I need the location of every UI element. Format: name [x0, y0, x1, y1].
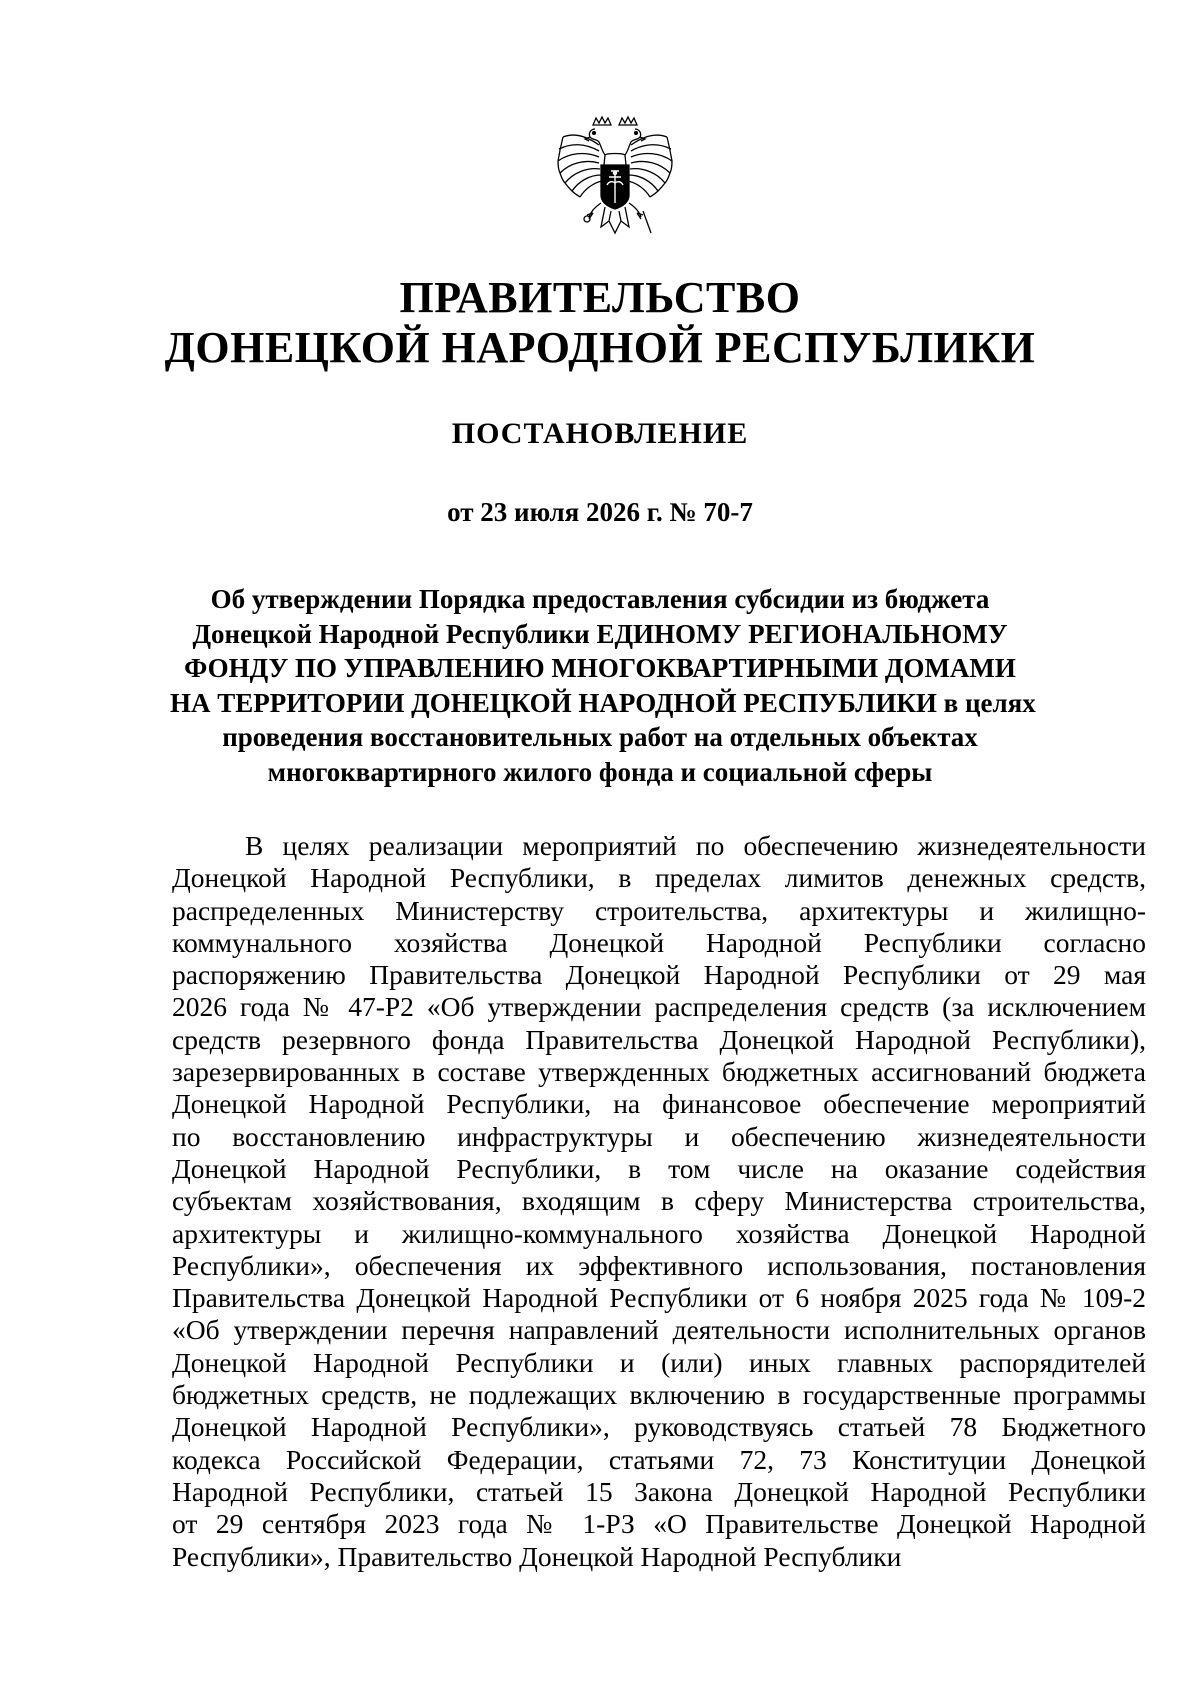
body-line: Народной Республики, статьей 15 Закона Донецкой Народной Республики: [172, 1475, 1146, 1507]
title-line: проведения восстановительных работ на отдельных объектах: [222, 722, 978, 752]
document-title: [170, 582, 1036, 789]
organization-name-line1: ПРАВИТЕЛЬСТВО: [399, 273, 801, 322]
body-line: Донецкой Народной Республики, в пределах лимитов денежных средств,: [172, 862, 1146, 894]
body-line: архитектуры и жилищно-коммунального хозяйства Донецкой Народной: [172, 1217, 1146, 1249]
organization-name-line2: ДОНЕЦКОЙ НАРОДНОЙ РЕСПУБЛИКИ: [164, 323, 1036, 372]
body-line: коммунального хозяйства Донецкой Народной Республики согласно: [172, 926, 1146, 958]
body-line: Республики», Правительство Донецкой Народной Республики: [172, 1540, 902, 1572]
document-date-number: от 23 июля 2026 г. № 70-7: [447, 497, 753, 527]
title-line: Донецкой Народной Республики ЕДИНОМУ РЕГИОНАЛЬНОМУ: [192, 618, 1008, 649]
title-line: Об утверждении Порядка предоставления субсидии из бюджета: [210, 584, 990, 614]
body-line: Донецкой Народной Республики, на финансовое обеспечение мероприятий: [172, 1088, 1146, 1120]
body-line: по восстановлению инфраструктуры и обеспечению жизнедеятельности: [172, 1120, 1146, 1152]
dpr-coat-of-arms-icon: [555, 115, 675, 247]
title-line: НА ТЕРРИТОРИИ ДОНЕЦКОЙ НАРОДНОЙ РЕСПУБЛИКИ в целях: [170, 687, 1036, 718]
body-line: Республики», обеспечения их эффективного использования, постановления: [172, 1249, 1146, 1281]
body-line: от 29 сентября 2023 года № 1-РЗ «О Правительстве Донецкой Народной: [172, 1508, 1146, 1540]
body-line: Донецкой Народной Республики», руководствуясь статьей 78 Бюджетного: [172, 1411, 1146, 1443]
title-line: многоквартирного жилого фонда и социальной сферы: [267, 756, 933, 787]
preamble-paragraph: [172, 830, 1146, 1573]
body-line: Правительства Донецкой Народной Республики от 6 ноября 2025 года № 109-2: [172, 1282, 1146, 1314]
body-line: распоряжению Правительства Донецкой Народной Республики от 29 мая: [172, 959, 1146, 991]
body-line: бюджетных средств, не подлежащих включению в государственные программы: [172, 1379, 1146, 1411]
body-line: субъектам хозяйствования, входящим в сферу Министерства строительства,: [172, 1185, 1146, 1217]
body-line: средств резервного фонда Правительства Донецкой Народной Республики),: [172, 1023, 1146, 1055]
body-line: 2026 года № 47-Р2 «Об утверждении распределения средств (за исключением: [172, 991, 1146, 1023]
body-line: Донецкой Народной Республики и (или) иных главных распорядителей: [172, 1346, 1146, 1378]
body-line: распределенных Министерству строительства, архитектуры и жилищно-: [172, 894, 1146, 926]
body-line: «Об утверждении перечня направлений деятельности исполнительных органов: [172, 1314, 1146, 1346]
body-line: Донецкой Народной Республики, в том числе на оказание содействия: [172, 1152, 1146, 1184]
body-line: В целях реализации мероприятий по обеспечению жизнедеятельности: [245, 830, 1146, 861]
body-line: зарезервированных в составе утвержденных бюджетных ассигнований бюджета: [172, 1056, 1146, 1088]
title-line: ФОНДУ ПО УПРАВЛЕНИЮ МНОГОКВАРТИРНЫМИ ДОМАМИ: [184, 653, 1016, 683]
document-type: ПОСТАНОВЛЕНИЕ: [451, 417, 749, 450]
body-line: кодекса Российской Федерации, статьями 72, 73 Конституции Донецкой: [172, 1443, 1146, 1475]
